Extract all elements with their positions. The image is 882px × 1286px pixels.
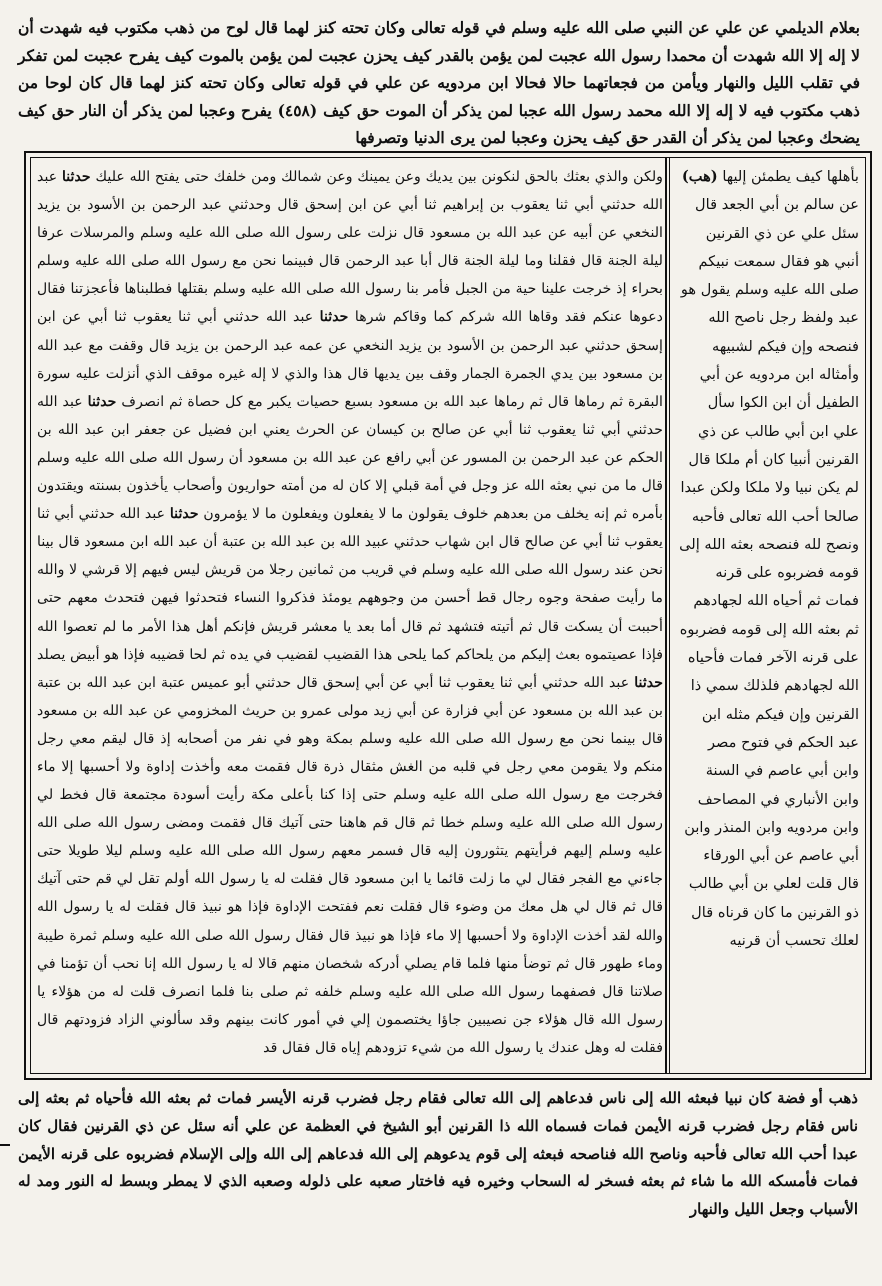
page-number: (٤٥٨) bbox=[277, 100, 318, 120]
footer-line: بعثه إلى ناس فقام رجل فضرب قرنه الأيمن فمات فسماه الله ذا القرنين أبو الشيخ في العظمة عن علي أنه سئل عن ذي القرنين فقال كان bbox=[18, 1089, 858, 1135]
header-line: وعجبا لمن يرى الدنيا وتصرفها bbox=[355, 128, 548, 148]
hadith-chain-marker: حدثنا bbox=[319, 309, 349, 326]
margin-text: ابن مردويه عن أبي الطفيل أن ابن الكوا سأل علي ابن أبي طالب عن ذي القرنين أنبيا كان أم ملكا قال لم يكن نبيا ولا ملكا ولكن عبدا صالحا أحب الله تعالى فأحبه ونصح لله فنصحه بعثه الله إلى قومه فضربوه على قرنه فمات ثم أحياه الله لجهادهم ثم بعثه الله إلى قومه فضربوه على قرنه الآخر فمات فأحياه الله لجهادهم فلذلك سمي ذا القرنين وإن فيكم مثله bbox=[679, 366, 859, 723]
hadith-text: عبد الله حدثني أبي ثنا يعقوب ثنا أبي عن صالح قال ابن شهاب حدثني عبيد الله بن عبد الله بن عتبة أن عبد الله ابن مسعود قال بينا نحن عند رسول الله صلى الله عليه وسلم في قريب من ثمانين رجلا من قريش ليس فيهم إلا قرشي لا والله ما رأيت صفحة وجوه رجال قط أحسن من وجوههم يومئذ فذكروا النساء فتحدثوا فيهن فتحدث معهم حتى أحببت أن يسكت قال ثم أتيته فتشهد ثم قال أما بعد يا معشر قريش فإنكم أهل هذا الأمر ما لم تعصوا الله فإذا عصيتموه بعث إليكم من يلحاكم كما يلحى هذا القضيب لقضيب في يده ثم لحا قضيبه فإذا هو أبيض يصلد bbox=[37, 506, 663, 663]
margin-commentary-column bbox=[679, 163, 859, 1069]
page-header-text bbox=[18, 14, 860, 152]
column-divider bbox=[669, 158, 670, 1073]
text-frame bbox=[24, 151, 872, 1080]
margin-text: عن أبي الورقاء قال قلت لعلي بن أبي طالب ذو القرنين ما كان قرناه قال لعلك تحسب أن قرنيه bbox=[688, 847, 859, 950]
header-line: شهدت أن محمدا رسول الله عجبت لمن يؤمن بالقدر كيف يحزن عجبت لمن يؤمن بالموت كيف يفرح عجبت لمن تفكر في تقلب الليل والنهار ويأمن bbox=[18, 45, 860, 93]
main-hadith-column bbox=[37, 163, 663, 1069]
footer-line: ذهب أو فضة كان نبيا فبعثه الله إلى ناس فدعاهم إلى الله تعالى فقام رجل فضرب قرنه الأيسر فمات ثم بعثه الله فأحياه ثم bbox=[75, 1089, 858, 1107]
source-marker: (هب) bbox=[681, 168, 718, 185]
hadith-text: ولكن والذي بعثك بالحق لنكونن بين يديك وعن يمينك وعن شمالك ومن خلفك حتى يفتح الله عليك bbox=[95, 169, 663, 185]
column-divider bbox=[665, 158, 667, 1073]
margin-text: ابن عبد الحكم في فتوح مصر وابن أبي عاصم في السنة وابن الأنباري في المصاحف وابن مردويه وابن المنذر وابن أبي عاصم bbox=[684, 705, 859, 865]
text-frame-inner bbox=[30, 157, 866, 1074]
margin-text: بأهلها كيف يطمئن إليها bbox=[722, 168, 859, 185]
footer-line: الله ما شاء ثم بعثه فسخر له السحاب وخيره فيه فاختار صعبه على ذلوله وصعبه الذي لا يمطر وبسط له النور ومد له الأسباب وجعل الليل والنهار bbox=[18, 1172, 858, 1219]
header-line: من فجعاتهما حالا فحالا ابن مردويه عن علي في قوله تعالى وكان تحته كنز لهما قال كان لوحا من ذهب مكتوب فيه لا إله إلا الله محمد رسول الله bbox=[18, 73, 860, 120]
margin-text: عن سالم بن أبي الجعد قال سئل علي عن ذي القرنين أنبي هو فقال سمعت نبيكم صلى الله عليه وسلم يقول هو عبد ولفظ رجل ناصح الله فنصحه وإن فيكم لشبيهه وأمثاله bbox=[680, 196, 859, 384]
hadith-chain-marker: حدثنا bbox=[634, 674, 663, 691]
header-line: بعلام الديلمي عن علي عن النبي صلى الله عليه وسلم في قوله تعالى وكان تحته كنز لهما قال لوح من ذهب مكتوب فيه شهدت أن لا إله إلا الله bbox=[18, 18, 861, 65]
hadith-chain-marker: حدثنا bbox=[87, 393, 117, 410]
hadith-text: عبد الله حدثني أبي ثنا يعقوب ثنا أبي عن أبي إسحق قال حدثني أبو عميس عتبة ابن عبد الله بن عتبة بن عبد الله بن مسعود عن أبي فزارة عن أبي زيد مولى عمرو بن حريث المخزومي عن عبد الله بن مسعود قال بينما نحن مع رسول الله صلى الله عليه وسلم بمكة وهو في نفر من أصحابه إذ قال ليقم معي رجل منكم ولا يقومن معي رجل في قلبه من الغش مثقال ذرة قال فقمت معه وأخذت إداوة ولا أحسبها إلا ماء فخرجت مع رسول الله صلى الله عليه وسلم حتى إذا كنا بأعلى مكة رأيت أسودة مجتمعة قال فخط لي رسول الله صلى الله عليه وسلم خطا ثم قال قم هاهنا حتى آتيك قال فقمت ومضى رسول الله صلى الله عليه وسلم إليهم فرأيتهم يتثورون إليه قال فسمر معهم رسول الله صلى الله عليه وسلم ليلا طويلا حتى جاءني مع الفجر فقال لي ما زلت قائما يا ابن مسعود قال فقلت له يا رسول الله أولم تقل لي قم حتى آتيك قال ثم قال لي هل معك من وضوء قال فقلت نعم ففتحت الإداوة فإذا هو نبيذ قال فقلت له يا رسول الله والله لقد أخذت الإداوة ولا أحسبها إلا ماء فإذا هو نبيذ قال فقال رسول الله صلى الله عليه وسلم ثمرة طيبة وماء طهور قال ثم توضأ منها فلما قام يصلي أدركه شخصان منهم قالا له يا رسول الله إنا نحب أن تؤمنا في صلاتنا قال فصفهما رسول الله صلى الله عليه وسلم خلفه ثم صلى بنا فلما انصرف قلت له من هؤلاء يا رسول الله قال هؤلاء جن نصيبين جاؤا يختصمون إلي في أمور كانت بينهم وقد سألوني الزاد فزودتهم قال فقلت له وهل عندك يا رسول الله من شيء تزودهم إياه قال فقال قد bbox=[37, 674, 663, 1056]
page-edge-mark bbox=[0, 1144, 10, 1146]
hadith-chain-marker: حدثنا bbox=[169, 506, 199, 523]
hadith-text: عبد الله حدثني أبي ثنا يعقوب ثنا أبي عن ابن إسحق حدثني عبد الرحمن بن الأسود بن يزيد النخعي عن عمه عبد الرحمن بن يزيد قال وقفت مع عبد الله بن مسعود بين يدي الجمرة الجمار وقف بين يديها قال هذا والذي لا إله غيره موقف الذي أنزلت عليه سورة البقرة ثم رماها قال ثم رماها عبد الله بن مسعود بسبع حصيات يكبر مع كل حصاة ثم انصرف bbox=[37, 309, 663, 410]
hadith-chain-marker: حدثنا bbox=[61, 169, 91, 185]
page-footer-text bbox=[18, 1085, 858, 1224]
header-line: يفرح وعجبا لمن يذكر أن النار حق كيف يضحك وعجبا لمن يذكر أن القدر حق كيف يحزن bbox=[18, 100, 860, 148]
hadith-text: عبد الله حدثني أبي ثنا يعقوب ثنا أبي عن صالح بن كيسان عن الحرث يعني ابن فضيل عن جعفر ابن عبد الله بن الحكم عن عبد الرحمن بن المسور عن أبي رافع عن عبد الله بن مسعود أن رسول الله صلى الله عليه وسلم قال ما من نبي بعثه الله عز وجل في أمة قبلي إلا كان له من أمته حواريون وأصحاب يأخذون بسنته ويقتدون بأمره ثم إنه يخلف من بعدهم خلوف يقولون ما لا يفعلون ويفعلون ما لا يؤمرون bbox=[37, 393, 663, 523]
header-line: عجبا لمن يذكر أن الموت حق كيف bbox=[323, 100, 548, 120]
footer-line: عبدا أحب الله تعالى فأحبه وناصح الله فناصحه فبعثه إلى قوم يدعوهم إلى الله فدعاهم إلى الله وإلى الإسلام فضربوه على قرنه الأيمن فمات فأمسكه bbox=[18, 1144, 858, 1191]
hadith-text: عبد الله حدثني أبي ثنا يعقوب بن إبراهيم ثنا أبي عن ابن إسحق قال وحدثني عبد الرحمن بن الأسود بن يزيد النخعي عن أبيه عن عبد الله بن مسعود قال نزلت على رسول الله صلى الله عليه وسلم والمرسلات عرفا ليلة الجنة قال فقلنا وما ليلة الجنة قال أبا عبد الرحمن قال فبينما نحن مع رسول الله صلى الله عليه وسلم بحراء إذ خرجت علينا حية من الجبل فأمر بنا رسول الله صلى الله عليه وسلم بقتلها فطلبناها فأعجزتنا فقال دعوها عنكم فقد وقاها الله شركم كما وقاكم شرها bbox=[37, 169, 663, 326]
